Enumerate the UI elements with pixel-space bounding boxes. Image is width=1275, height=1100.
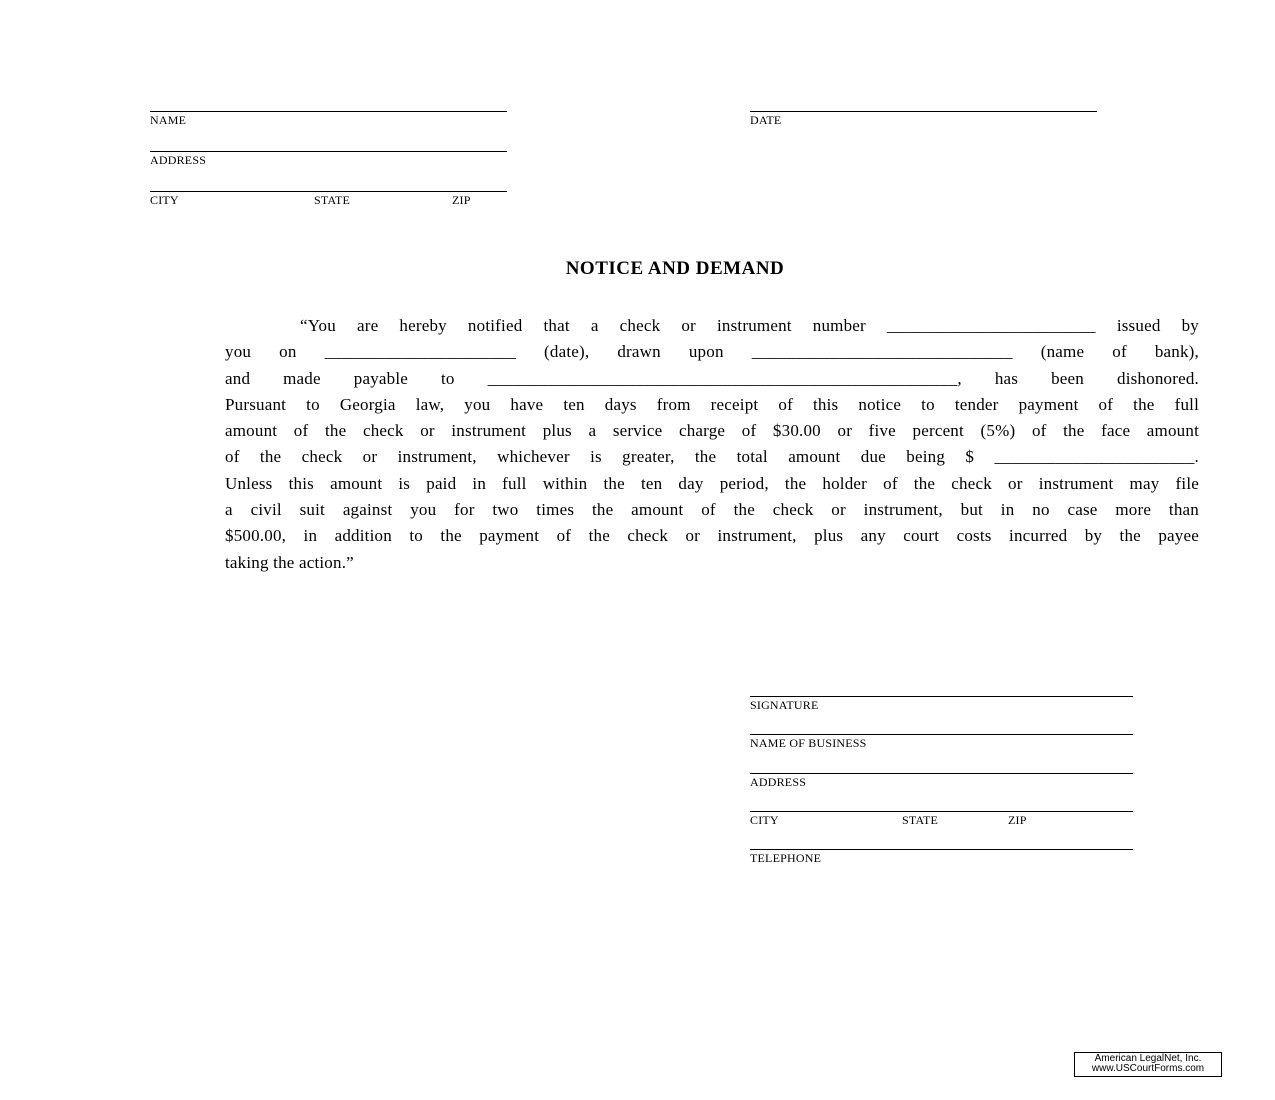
recipient-address-field[interactable]	[150, 137, 507, 167]
business-name-field[interactable]	[750, 720, 1133, 750]
sender-city-label: CITY	[750, 813, 779, 827]
sender-city-state-zip-field[interactable]	[750, 797, 1133, 827]
notice-line: “You are hereby notified that a check or instrument number ________________________ issued by	[300, 316, 1199, 335]
footer-publisher-box	[1074, 1052, 1222, 1077]
notice-line: of the check or instrument, whichever is greater, the total amount due being $ _______________________.	[225, 447, 1199, 467]
recipient-state-label: STATE	[314, 193, 351, 207]
business-name-label: NAME OF BUSINESS	[750, 736, 867, 750]
recipient-name-field[interactable]	[150, 97, 507, 127]
sender-address-label: ADDRESS	[750, 775, 807, 789]
recipient-zip-label: ZIP	[452, 193, 471, 207]
notice-line: $500.00, in addition to the payment of the check or instrument, plus any court costs incurred by the payee	[225, 526, 1199, 546]
notice-line: amount of the check or instrument plus a service charge of $30.00 or five percent (5%) of the face amount	[225, 421, 1199, 441]
notice-line: Pursuant to Georgia law, you have ten days from receipt of this notice to tender payment of the full	[225, 394, 1199, 414]
telephone-field[interactable]	[750, 835, 1133, 865]
recipient-city-state-zip-field[interactable]	[150, 177, 507, 207]
sender-address-field[interactable]	[750, 759, 1133, 789]
notice-line: a civil suit against you for two times the amount of the check or instrument, but in no case more than	[225, 500, 1199, 520]
date-label: DATE	[750, 113, 782, 127]
notice-line: Unless this amount is paid in full within the ten day period, the holder of the check or instrument may file	[225, 473, 1199, 493]
signature-label: SIGNATURE	[750, 698, 819, 712]
footer-company: American LegalNet, Inc.	[1094, 1053, 1202, 1064]
recipient-city-label: CITY	[150, 193, 179, 207]
notice-line: taking the action.”	[225, 552, 354, 572]
sender-zip-label: ZIP	[1008, 813, 1027, 827]
recipient-name-label: NAME	[150, 113, 187, 127]
notice-paragraph	[225, 313, 1199, 576]
sender-state-label: STATE	[902, 813, 939, 827]
notice-line: you on ______________________ (date), drawn upon ______________________________ (name of bank),	[225, 342, 1199, 362]
page-title: NOTICE AND DEMAND	[565, 258, 785, 279]
telephone-label: TELEPHONE	[750, 851, 822, 865]
date-field[interactable]	[750, 97, 1097, 127]
notice-line: and made payable to ______________________________________________________, has been dishonored.	[225, 368, 1199, 388]
recipient-address-label: ADDRESS	[150, 153, 207, 167]
footer-website: www.USCourtForms.com	[1091, 1063, 1205, 1074]
signature-field[interactable]	[750, 682, 1133, 712]
